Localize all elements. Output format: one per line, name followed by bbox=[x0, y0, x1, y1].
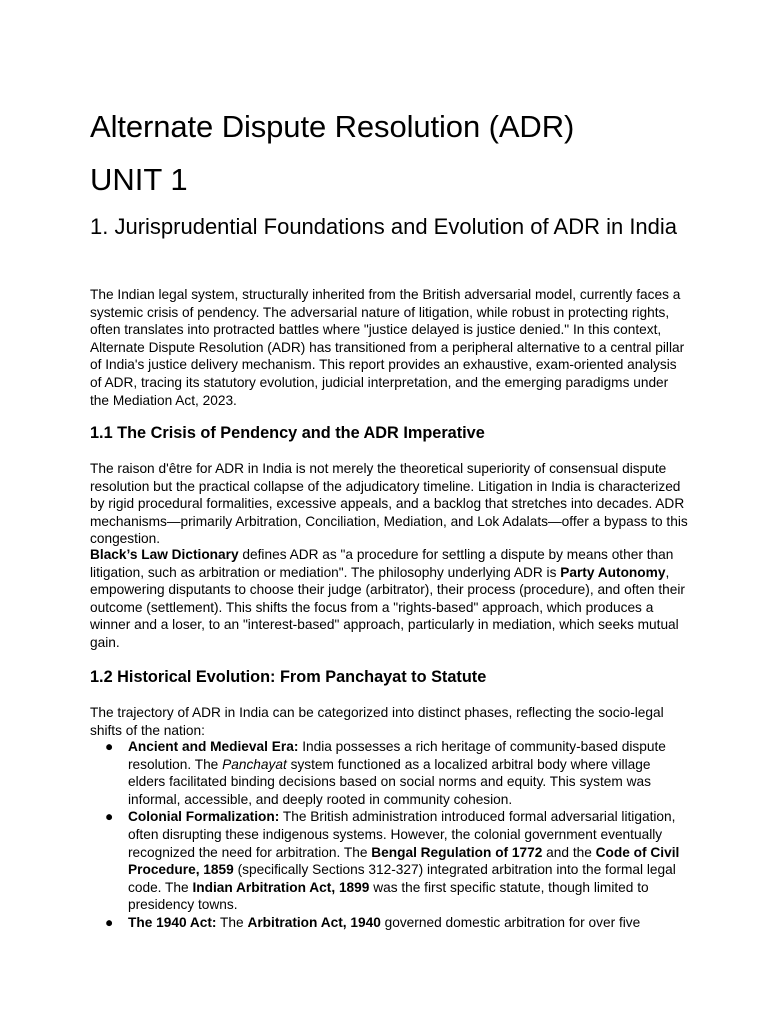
bullet-text: and the bbox=[542, 844, 596, 860]
list-item bbox=[90, 738, 690, 808]
bullet-text: (specifically Sections 312-327) integrated arbitration into the formal legal code. The bbox=[128, 862, 676, 895]
document-title: Alternate Dispute Resolution (ADR) bbox=[90, 109, 575, 144]
blacks-law-dictionary-term: Black’s Law Dictionary bbox=[90, 547, 239, 562]
subsection-heading-1-2: 1.2 Historical Evolution: From Panchayat to Statute bbox=[90, 668, 487, 686]
arbitration-act-1940-term: Arbitration Act, 1940 bbox=[247, 914, 381, 930]
bullet-label: Colonial Formalization: bbox=[128, 809, 280, 825]
list-item bbox=[90, 914, 690, 932]
pendency-paragraph: The raison d'être for ADR in India is not merely the theoretical superiority of consensual dispute resolution but the practical collapse of the adjudicatory timeline. Litigation in India is characterized by rigid procedural formalities, excessive appeals, and a backlog that stretches into decades. ADR mechanisms—primarily Arbitration, Conciliation, Mediation, and Lok Adalats—offer a bypass to this congestion. bbox=[90, 461, 688, 547]
bullet-icon: ● bbox=[105, 809, 114, 825]
intro-paragraph: The Indian legal system, structurally inherited from the British adversarial model, currently faces a systemic crisis of pendency. The adversarial nature of litigation, while robust in protecting rights, often translates into protracted battles where "justice delayed is justice denied." In this context, Alternate Dispute Resolution (ADR) has transitioned from a peripheral alternative to a central pillar of India's justice delivery mechanism. This report provides an exhaustive, exam-oriented analysis of ADR, tracing its statutory evolution, judicial interpretation, and the emerging paradigms under the Mediation Act, 2023. bbox=[90, 287, 685, 408]
arbitration-act-1899-term: Indian Arbitration Act, 1899 bbox=[192, 879, 370, 895]
bullet-icon: ● bbox=[105, 739, 114, 754]
unit-heading: UNIT 1 bbox=[90, 162, 188, 197]
evolution-phases-list bbox=[90, 738, 690, 932]
definition-text: defines ADR as "a procedure for settling a dispute by means other than litigation, such as arbitration or mediation". The philosophy underlying ADR is bbox=[90, 547, 674, 580]
definition-text-continued: , empowering disputants to choose their judge (arbitrator), their process (procedure), and often their outcome (settlement). This shifts the focus from a "rights-based" approach, which produces a winner and a loser, to an "interest-based" approach, particularly in mediation, which seeks mutual gain. bbox=[90, 564, 685, 650]
bullet-text: The bbox=[216, 914, 248, 930]
definition-paragraph bbox=[90, 546, 690, 652]
bullet-text: The British administration introduced formal adversarial litigation, often disrupting these indigenous systems. However, the colonial government eventually recognized the need for arbitration. The bbox=[128, 809, 676, 860]
evolution-intro-paragraph: The trajectory of ADR in India can be categorized into distinct phases, reflecting the socio-legal shifts of the nation: bbox=[90, 705, 664, 738]
section-heading: 1. Jurisprudential Foundations and Evolution of ADR in India bbox=[90, 214, 678, 239]
bullet-icon: ● bbox=[105, 914, 114, 930]
subsection-heading-1-1: 1.1 The Crisis of Pendency and the ADR Imperative bbox=[90, 424, 485, 442]
bengal-regulation-term: Bengal Regulation of 1772 bbox=[371, 844, 543, 860]
bullet-text: India possesses a rich heritage of community-based dispute resolution. The bbox=[128, 739, 666, 772]
bullet-text: was the first specific statute, though limited to presidency towns. bbox=[128, 879, 649, 913]
bullet-text: governed domestic arbitration for over five bbox=[380, 914, 641, 930]
cpc-1859-term: Code of Civil Procedure, 1859 bbox=[128, 844, 680, 878]
bullet-label: The 1940 Act: bbox=[128, 914, 217, 930]
bullet-label: Ancient and Medieval Era: bbox=[128, 739, 299, 754]
list-item bbox=[90, 808, 690, 914]
party-autonomy-term: Party Autonomy bbox=[560, 564, 666, 580]
bullet-text: system functioned as a localized arbitral body where village elders facilitated binding decisions based on social norms and equity. This system was informal, accessible, and deeply rooted in community cohesion. bbox=[128, 756, 651, 807]
panchayat-term: Panchayat bbox=[222, 756, 287, 772]
